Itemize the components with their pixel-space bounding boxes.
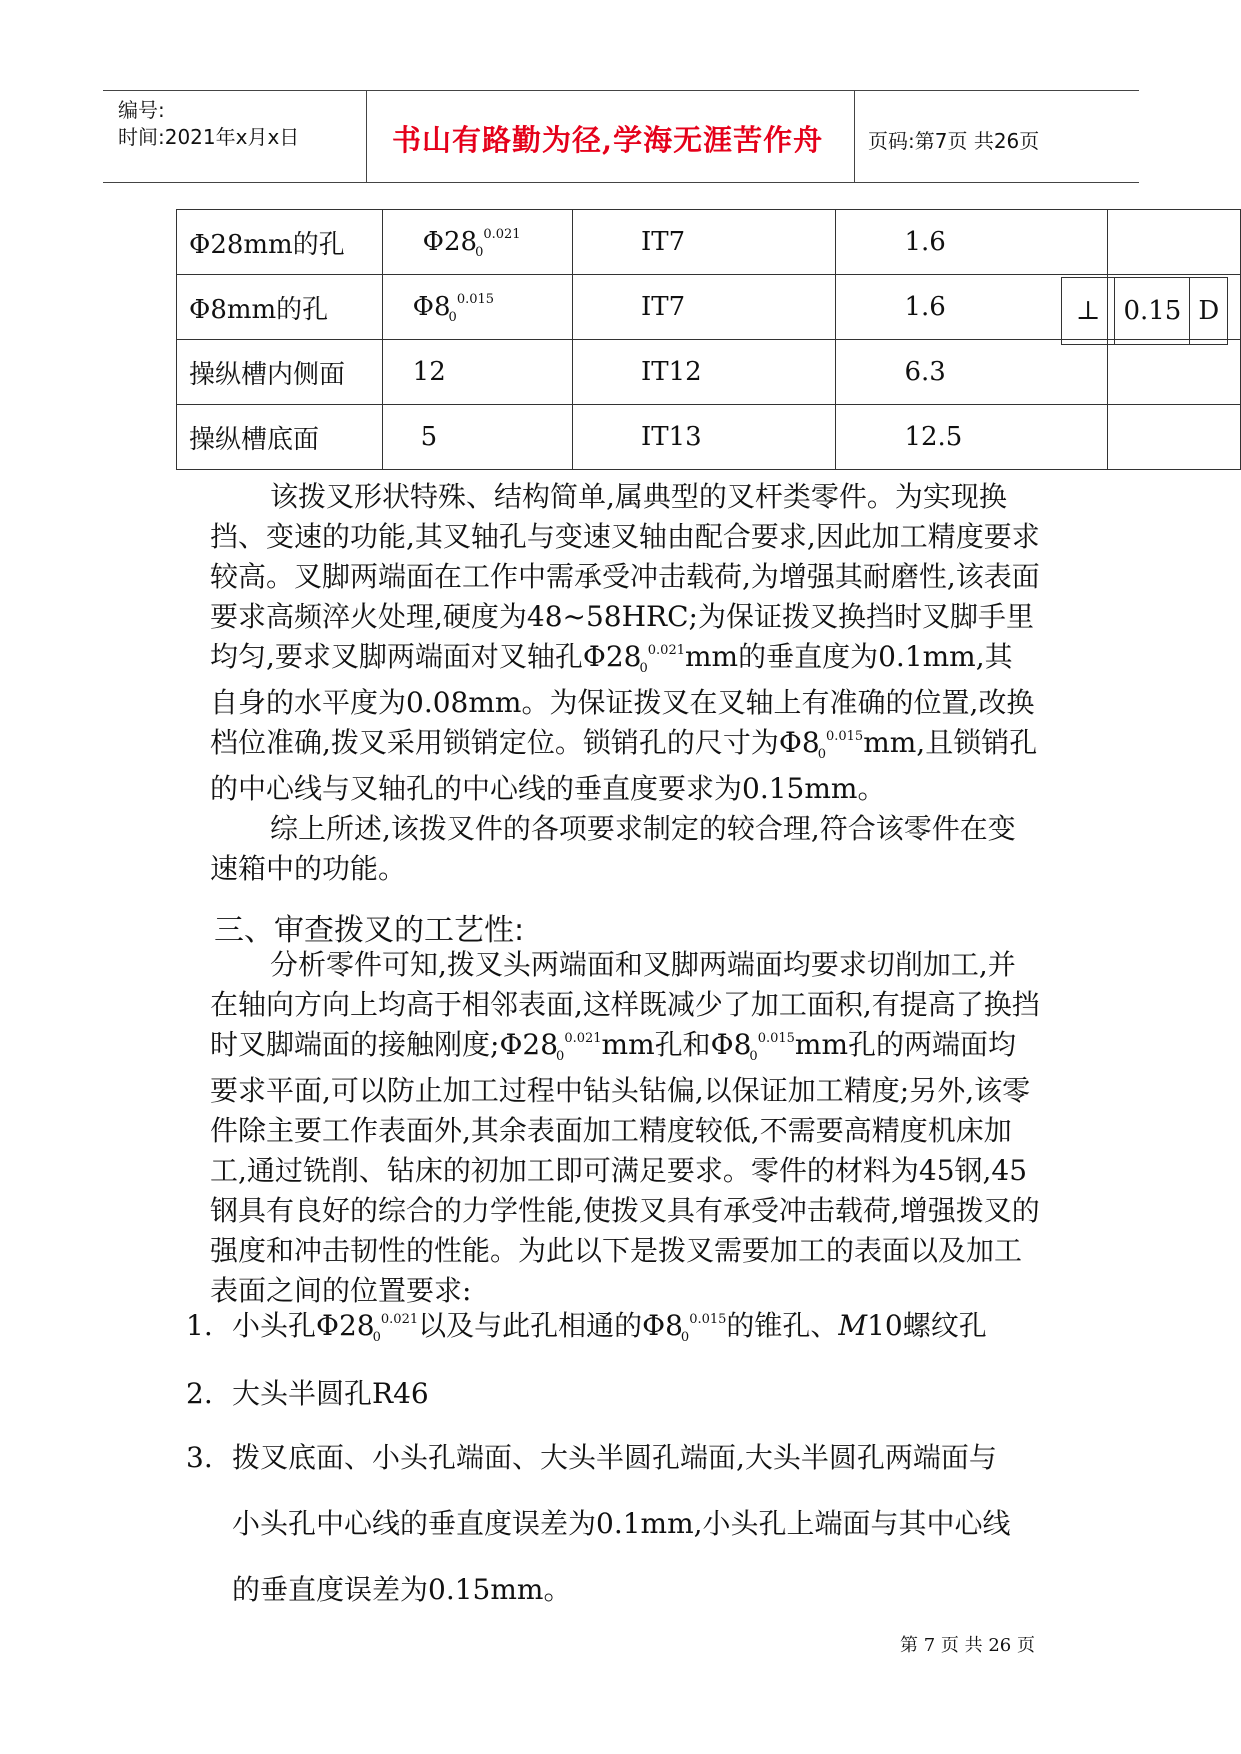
table-cell-size: 5: [382, 405, 572, 470]
list-item: 2. 大头半圆孔R46: [186, 1377, 429, 1410]
table-cell-geometric: [1107, 405, 1240, 470]
table-cell-grade: IT13: [573, 405, 836, 470]
table-cell-grade: IT7: [573, 275, 836, 340]
header-divider-left: [366, 90, 367, 182]
table-row: [177, 405, 1241, 470]
table-cell-feature: Φ28mm的孔: [177, 210, 383, 275]
table-row: [177, 340, 1241, 405]
table-cell-grade: IT12: [573, 340, 836, 405]
table-cell-size: 12: [382, 340, 572, 405]
table-cell-feature: 操纵槽底面: [177, 405, 383, 470]
header-motto: 书山有路勤为径,学海无涯苦作舟: [392, 123, 824, 157]
list-item-continuation: 小头孔中心线的垂直度误差为0.1mm,小头孔上端面与其中心线: [232, 1507, 1011, 1540]
table-cell-grade: IT7: [573, 210, 836, 275]
section-heading: 三、审查拨叉的工艺性:: [214, 913, 525, 948]
table-cell-feature: Φ8mm的孔: [177, 275, 383, 340]
table-cell-size: $\Phi 28_0^{0.021}$: [382, 210, 572, 275]
page-footer: 第 7 页 共 26 页: [900, 1635, 1035, 1656]
doc-number-label: 编号:: [118, 98, 165, 122]
table-cell-roughness: 6.3: [836, 340, 1107, 405]
table-row: [177, 210, 1241, 275]
table-cell-geometric: [1107, 210, 1240, 275]
header-top-rule: [103, 90, 1139, 91]
perpendicularity-symbol: ⊥: [1062, 278, 1115, 345]
table-cell-roughness: 1.6: [836, 275, 1107, 340]
header-page-label: 页码:第7页 共26页: [868, 129, 1040, 153]
list-item: 3. 拨叉底面、小头孔端面、大头半圆孔端面,大头半圆孔两端面与: [186, 1441, 997, 1474]
summary-paragraph: 综上所述,该拨叉件的各项要求制定的较合理,符合该零件在变速箱中的功能。: [210, 812, 1016, 885]
date-label: 时间:2021年x月x日: [118, 125, 300, 149]
table-cell-roughness: 12.5: [836, 405, 1107, 470]
header-bottom-rule: [103, 182, 1139, 183]
geometric-tolerance-frame: [1061, 277, 1228, 345]
table-cell-size: $\Phi 8_0^{0.015}$: [382, 275, 572, 340]
table-cell-roughness: 1.6: [836, 210, 1107, 275]
table-cell-geometric: [1107, 340, 1240, 405]
datum-letter: D: [1190, 278, 1228, 345]
table-cell-feature: 操纵槽内侧面: [177, 340, 383, 405]
list-item: 1. 小头孔$\Phi 28_0^{0.021}$以及与此孔相通的$\Phi 8_0^{0.015}$的锥孔、M10螺纹孔: [186, 1309, 987, 1345]
analysis-paragraph: 该拨叉形状特殊、结构简单,属典型的叉杆类零件。为实现换挡、变速的功能,其叉轴孔与变速叉轴由配合要求,因此加工精度要求较高。叉脚两端面在工作中需承受冲击载荷,为增强其耐磨性,该表面要求高频淬火处理,硬度为48~58HRC;为保证拨叉换挡时叉脚手里均匀,要求叉脚两端面对叉轴孔$\Phi 28_0^{0.021}mm$的垂直度为0.1mm,其自身的水平度为0.08mm。为保证拨叉在叉轴上有准确的位置,改换档位准确,拨叉采用锁销定位。锁销孔的尺寸为$\Phi 8_0^{0.015}mm$,且锁销孔的中心线与叉轴孔的中心线的垂直度要求为0.15mm。 综上所述,该拨叉件的各项要求制定的较合理,符合该零件在变速箱中的功能。: [210, 477, 1040, 889]
tolerance-value: 0.15: [1115, 278, 1190, 345]
list-item-continuation: 的垂直度误差为0.15mm。: [232, 1573, 572, 1606]
process-paragraph: 分析零件可知,拨叉头两端面和叉脚两端面均要求切削加工,并在轴向方向上均高于相邻表面,这样既减少了加工面积,有提高了换挡时叉脚端面的接触刚度$;\Phi 28_0^{0.021}mm$孔和$\Phi 8_0^{0.015}mm$孔的两端面均要求平面,可以防止加工过程中钻头钻偏,以保证加工精度;另外,该零件除主要工作表面外,其余表面加工精度较低,不需要高精度机床加工,通过铣削、钻床的初加工即可满足要求。零件的材料为45钢,45钢具有良好的综合的力学性能,使拨叉具有承受冲击载荷,增强拨叉的强度和冲击韧性的性能。为此以下是拨叉需要加工的表面以及加工表面之间的位置要求:: [210, 948, 1040, 1307]
